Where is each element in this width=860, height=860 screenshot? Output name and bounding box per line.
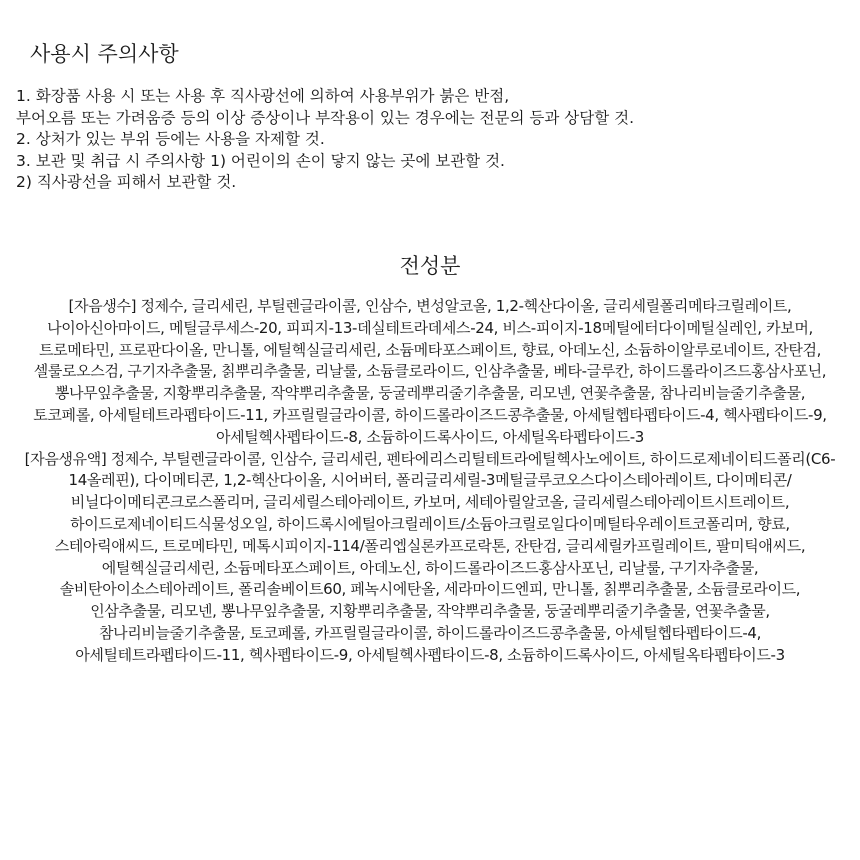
caution-line: 1. 화장품 사용 시 또는 사용 후 직사광선에 의하여 사용부위가 붉은 반점, xyxy=(16,87,510,105)
caution-line: 2) 직사광선을 피해서 보관할 것. xyxy=(16,173,237,191)
ingredients-title: 전성분 xyxy=(399,254,461,278)
ingredients-list xyxy=(24,296,836,667)
ingredients-block-toner: [자음생수] 정제수, 글리세린, 부틸렌글라이콜, 인삼수, 변성알코올, 1,2-헥산다이올, 글리세릴폴리메타크릴레이트, 나이아신아마이드, 메틸글루세스-20, 피피지-13-데실테트라데세스-24, 비스-피이지-18메틸에터다이메틸실레인, 카보머, 트로메타민, 프로판다이올, 만니톨, 에틸헥실글리세린, 소듐메타포스페이트, 향료, 아데노신, 소듐하이알루로네이트, 잔탄검, 셀룰로오스검, 구기자추출물, 칡뿌리추출물, 리날룰, 소듐클로라이드, 인삼추출물, 베타-글루칸, 하이드롤라이즈드홍삼사포닌, 뽕나무잎추출물, 지황뿌리추출물, 작약뿌리추출물, 둥굴레뿌리줄기추출물, 리모넨, 연꽃추출물, 참나리비늘줄기추출물, 토코페롤, 아세틸테트라펩타이드-11, 카프릴릴글라이콜, 하이드롤라이즈드콩추출물, 아세틸헵타펩타이드-4, 헥사펩타이드-9, 아세틸헥사펩타이드-8, 소듐하이드록사이드, 아세틸옥타펩타이드-3 xyxy=(33,297,827,446)
caution-title: 사용시 주의사항 xyxy=(30,42,179,66)
caution-line: 부어오름 또는 가려움증 등의 이상 증상이나 부작용이 있는 경우에는 전문의 등과 상담할 것. xyxy=(16,108,635,127)
caution-line: 2. 상처가 있는 부위 등에는 사용을 자제할 것. xyxy=(16,130,325,148)
caution-line: 3. 보관 및 취급 시 주의사항 1) 어린이의 손이 닿지 않는 곳에 보관할 것. xyxy=(16,151,505,170)
ingredients-block-emulsion: [자음생유액] 정제수, 부틸렌글라이콜, 인삼수, 글리세린, 펜타에리스리틸테트라에틸헥사노에이트, 하이드로제네이티드폴리(C6-14올레핀), 다이메티콘, 1,2-헥산다이올, 시어버터, 폴리글리세릴-3메틸글루코오스다이스테아레이트, 다이메티콘/비닐다이메티콘크로스폴리머, 글리세릴스테아레이트, 카보머, 세테아릴알코올, 글리세릴스테아레이트시트레이트, 하이드로제네이티드식물성오일, 하이드록시에틸아크릴레이트/소듐아크릴로일다이메틸타우레이트코폴리머, 향료, 스테아릭애씨드, 트로메타민, 메톡시피이지-114/폴리엡실론카프로락톤, 잔탄검, 글리세릴카프릴레이트, 팔미틱애씨드, 에틸헥실글리세린, 소듐메타포스페이트, 아데노신, 하이드롤라이즈드홍삼사포닌, 리날룰, 구기자추출물, 솔비탄아이소스테아레이트, 폴리솔베이트60, 페녹시에탄올, 세라마이드엔피, 만니톨, 칡뿌리추출물, 소듐클로라이드, 인삼추출물, 리모넨, 뽕나무잎추출물, 지황뿌리추출물, 작약뿌리추출물, 둥굴레뿌리줄기추출물, 연꽃추출물, 참나리비늘줄기추출물, 토코페롤, 카프릴릴글라이콜, 하이드롤라이즈드콩추출물, 아세틸헵타펩타이드-4, 아세틸테트라펩타이드-11, 헥사펩타이드-9, 아세틸헥사펩타이드-8, 소듐하이드록사이드, 아세틸옥타펩타이드-3 xyxy=(24,449,836,664)
caution-list xyxy=(16,86,846,194)
